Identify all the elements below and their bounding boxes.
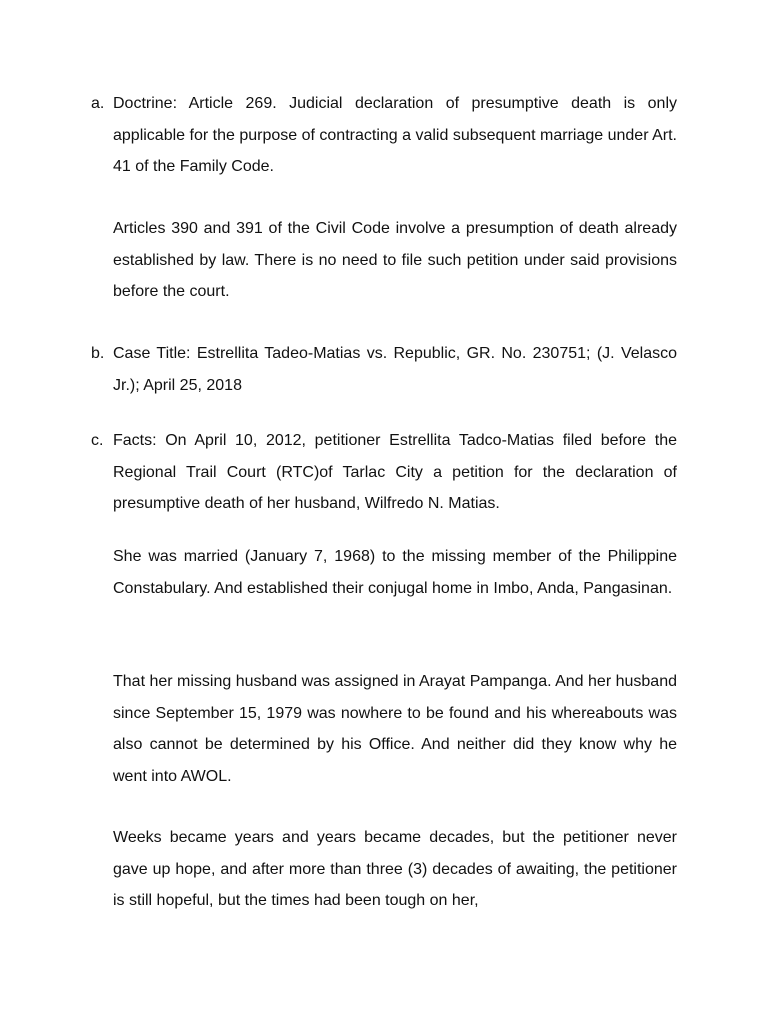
civil-code-paragraph-block <box>113 213 677 308</box>
civil-code-paragraph: Articles 390 and 391 of the Civil Code involve a presumption of death already established by law. There is no need to file such petition under said provisions before the court. <box>113 220 677 300</box>
list-item-b <box>91 338 677 401</box>
list-item-c <box>91 425 677 520</box>
marriage-paragraph-block <box>113 541 677 604</box>
doctrine-paragraph: Doctrine: Article 269. Judicial declaration of presumptive death is only applicable for the purpose of contracting a valid subsequent marriage under Art. 41 of the Family Code. <box>113 95 677 175</box>
case-title-paragraph: Case Title: Estrellita Tadeo-Matias vs. Republic, GR. No. 230751; (J. Velasco Jr.); April 25, 2018 <box>113 345 677 394</box>
list-item-a <box>91 88 677 183</box>
list-marker: b. <box>91 345 105 362</box>
weeks-years-paragraph: Weeks became years and years became decades, but the petitioner never gave up hope, and after more than three (3) decades of awaiting, the petitioner is still hopeful, but the times had been tough on her, <box>113 829 677 909</box>
marriage-paragraph: She was married (January 7, 1968) to the missing member of the Philippine Constabulary. And established their conjugal home in Imbo, Anda, Pangasinan. <box>113 548 677 597</box>
list-marker: a. <box>91 95 105 112</box>
list-marker: c. <box>91 432 104 449</box>
missing-husband-paragraph: That her missing husband was assigned in Arayat Pampanga. And her husband since September 15, 1979 was nowhere to be found and his whereabouts was also cannot be determined by his Office. And neither did they know why he went into AWOL. <box>113 673 677 785</box>
weeks-years-paragraph-block <box>113 822 677 917</box>
missing-husband-paragraph-block <box>113 666 677 792</box>
facts-paragraph: Facts: On April 10, 2012, petitioner Estrellita Tadco-Matias filed before the Regional Trail Court (RTC)of Tarlac City a petition for the declaration of presumptive death of her husband, Wilfredo N. Matias. <box>113 432 677 512</box>
